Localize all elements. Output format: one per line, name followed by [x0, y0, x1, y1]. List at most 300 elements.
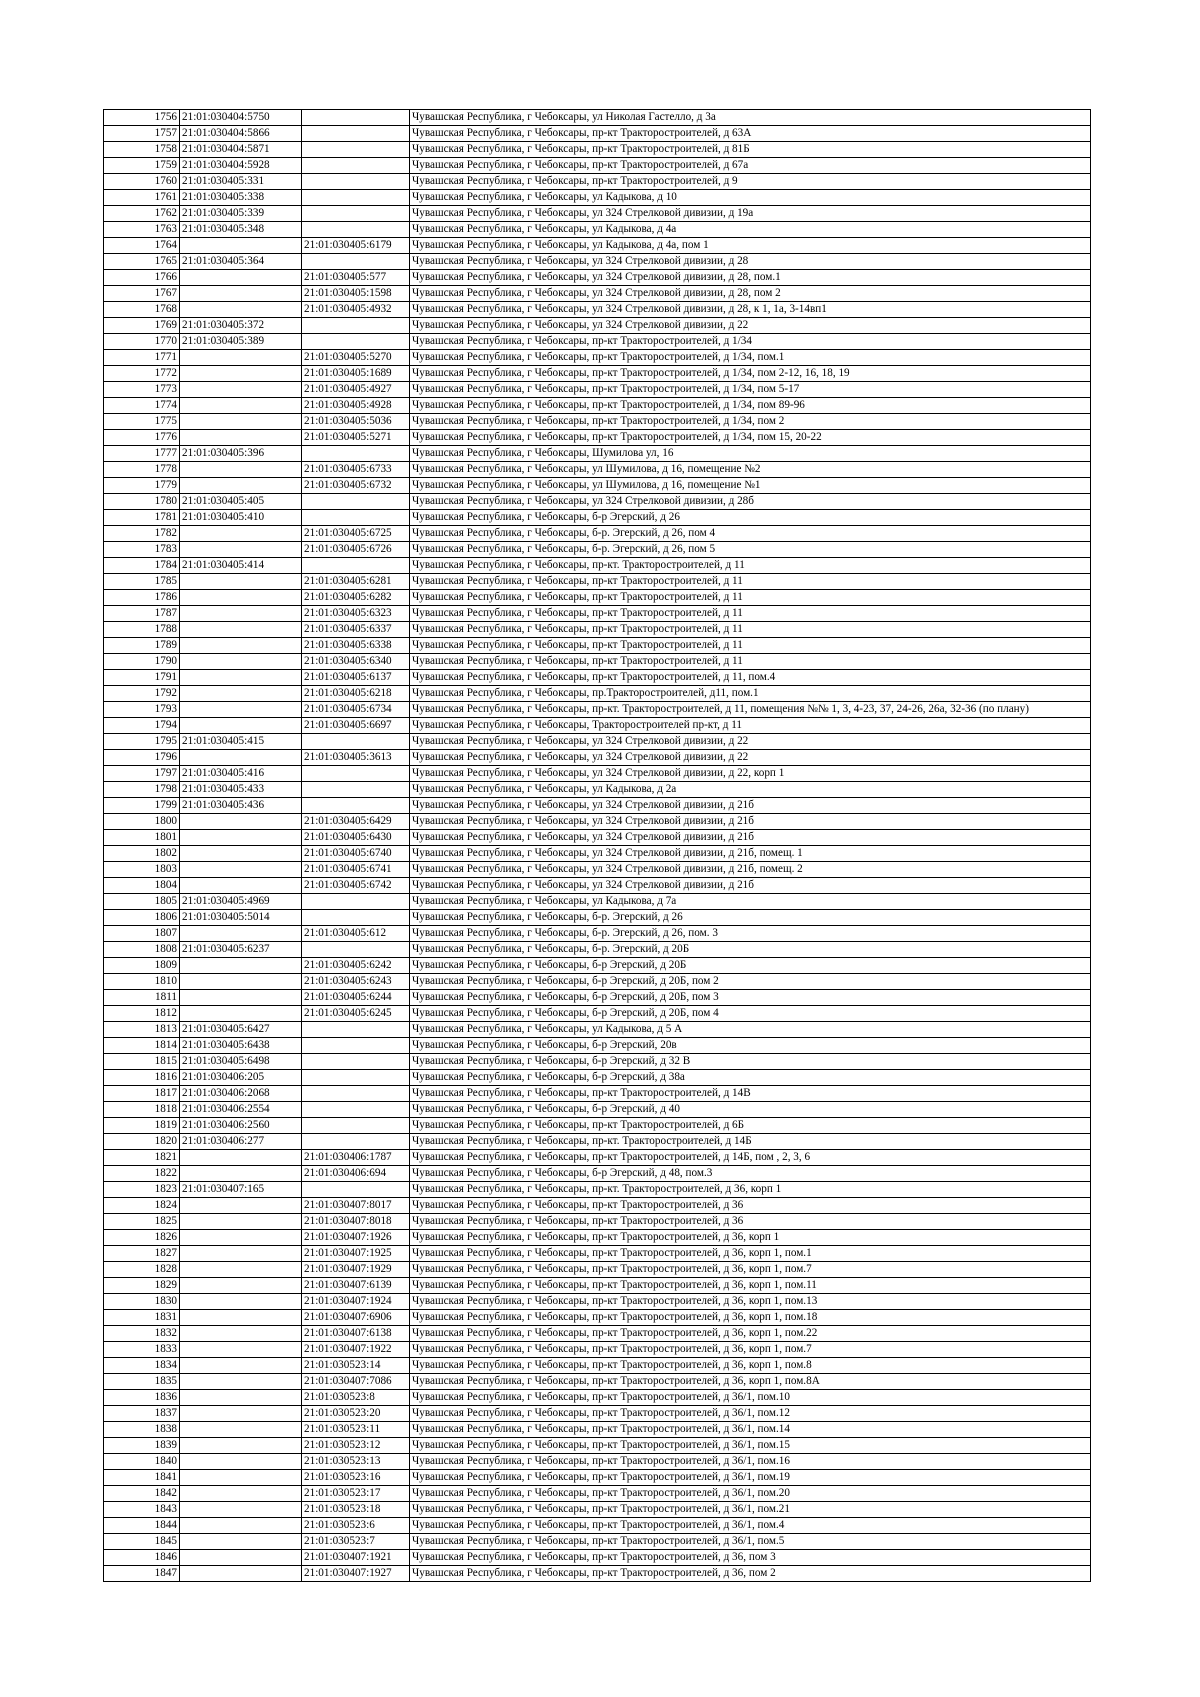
- address-cell: Чувашская Республика, г Чебоксары, ул 324 Стрелковой дивизии, д 22: [410, 734, 1091, 750]
- table-row: [104, 734, 1091, 750]
- building-cadastral-number-cell: 21:01:030405:364: [180, 254, 302, 270]
- table-row: [104, 382, 1091, 398]
- premises-cadastral-number-cell: 21:01:030523:17: [302, 1486, 410, 1502]
- premises-cadastral-number-cell: 21:01:030405:6245: [302, 1006, 410, 1022]
- building-cadastral-number-cell: [180, 686, 302, 702]
- building-cadastral-number-cell: 21:01:030405:6427: [180, 1022, 302, 1038]
- building-cadastral-number-cell: [180, 350, 302, 366]
- address-cell: Чувашская Республика, г Чебоксары, пр-кт Тракторостроителей, д 11, пом.4: [410, 670, 1091, 686]
- building-cadastral-number-cell: [180, 1550, 302, 1566]
- table-row: [104, 190, 1091, 206]
- building-cadastral-number-cell: [180, 382, 302, 398]
- address-cell: Чувашская Республика, г Чебоксары, ул Шумилова, д 16, помещение №2: [410, 462, 1091, 478]
- table-row: [104, 862, 1091, 878]
- row-number-cell: 1801: [104, 830, 180, 846]
- building-cadastral-number-cell: 21:01:030405:436: [180, 798, 302, 814]
- premises-cadastral-number-cell: 21:01:030405:4927: [302, 382, 410, 398]
- row-number-cell: 1796: [104, 750, 180, 766]
- table-row: [104, 1390, 1091, 1406]
- building-cadastral-number-cell: [180, 830, 302, 846]
- table-row: [104, 1102, 1091, 1118]
- address-cell: Чувашская Республика, г Чебоксары, пр-кт Тракторостроителей, д 36, корп 1, пом.18: [410, 1310, 1091, 1326]
- address-cell: Чувашская Республика, г Чебоксары, пр-кт Тракторостроителей, д 36, корп 1, пом.11: [410, 1278, 1091, 1294]
- address-cell: Чувашская Республика, г Чебоксары, ул 324 Стрелковой дивизии, д 21б: [410, 830, 1091, 846]
- table-row: [104, 1358, 1091, 1374]
- address-cell: Чувашская Республика, г Чебоксары, пр-кт Тракторостроителей, д 67а: [410, 158, 1091, 174]
- address-cell: Чувашская Республика, г Чебоксары, пр-кт Тракторостроителей, д 36, пом 3: [410, 1550, 1091, 1566]
- premises-cadastral-number-cell: 21:01:030405:5036: [302, 414, 410, 430]
- premises-cadastral-number-cell: 21:01:030405:6337: [302, 622, 410, 638]
- row-number-cell: 1845: [104, 1534, 180, 1550]
- address-cell: Чувашская Республика, г Чебоксары, пр.Тракторостроителей, д11, пом.1: [410, 686, 1091, 702]
- building-cadastral-number-cell: [180, 654, 302, 670]
- building-cadastral-number-cell: 21:01:030405:433: [180, 782, 302, 798]
- premises-cadastral-number-cell: 21:01:030406:694: [302, 1166, 410, 1182]
- address-cell: Чувашская Республика, г Чебоксары, б-р Эгерский, д 48, пом.3: [410, 1166, 1091, 1182]
- premises-cadastral-number-cell: 21:01:030405:6430: [302, 830, 410, 846]
- address-cell: Чувашская Республика, г Чебоксары, ул Кадыкова, д 4а: [410, 222, 1091, 238]
- premises-cadastral-number-cell: [302, 766, 410, 782]
- row-number-cell: 1766: [104, 270, 180, 286]
- row-number-cell: 1806: [104, 910, 180, 926]
- row-number-cell: 1767: [104, 286, 180, 302]
- table-row: [104, 1294, 1091, 1310]
- premises-cadastral-number-cell: 21:01:030405:6741: [302, 862, 410, 878]
- address-cell: Чувашская Республика, г Чебоксары, ул Кадыкова, д 7а: [410, 894, 1091, 910]
- row-number-cell: 1844: [104, 1518, 180, 1534]
- premises-cadastral-number-cell: 21:01:030405:1689: [302, 366, 410, 382]
- address-cell: Чувашская Республика, г Чебоксары, б-р. Эгерский, д 26, пом 4: [410, 526, 1091, 542]
- table-row: [104, 286, 1091, 302]
- table-row: [104, 222, 1091, 238]
- table-row: [104, 1006, 1091, 1022]
- premises-cadastral-number-cell: 21:01:030523:12: [302, 1438, 410, 1454]
- address-cell: Чувашская Республика, г Чебоксары, б-р Эгерский, д 20Б, пом 3: [410, 990, 1091, 1006]
- row-number-cell: 1779: [104, 478, 180, 494]
- table-row: [104, 766, 1091, 782]
- building-cadastral-number-cell: [180, 1006, 302, 1022]
- table-row: [104, 702, 1091, 718]
- table-row: [104, 142, 1091, 158]
- premises-cadastral-number-cell: 21:01:030405:4932: [302, 302, 410, 318]
- row-number-cell: 1819: [104, 1118, 180, 1134]
- premises-cadastral-number-cell: 21:01:030523:11: [302, 1422, 410, 1438]
- row-number-cell: 1787: [104, 606, 180, 622]
- table-row: [104, 654, 1091, 670]
- premises-cadastral-number-cell: [302, 510, 410, 526]
- premises-cadastral-number-cell: 21:01:030407:1925: [302, 1246, 410, 1262]
- address-cell: Чувашская Республика, г Чебоксары, ул 324 Стрелковой дивизии, д 28, к 1, 1а, 3-14вп1: [410, 302, 1091, 318]
- table-row: [104, 542, 1091, 558]
- table-row: [104, 574, 1091, 590]
- table-row: [104, 478, 1091, 494]
- row-number-cell: 1795: [104, 734, 180, 750]
- address-cell: Чувашская Республика, г Чебоксары, пр-кт Тракторостроителей, д 1/34: [410, 334, 1091, 350]
- premises-cadastral-number-cell: 21:01:030405:4928: [302, 398, 410, 414]
- table-row: [104, 1022, 1091, 1038]
- table-row: [104, 1534, 1091, 1550]
- premises-cadastral-number-cell: 21:01:030523:8: [302, 1390, 410, 1406]
- table-row: [104, 1422, 1091, 1438]
- address-cell: Чувашская Республика, г Чебоксары, ул Кадыкова, д 2а: [410, 782, 1091, 798]
- address-cell: Чувашская Республика, г Чебоксары, пр-кт Тракторостроителей, д 36, корп 1, пом.13: [410, 1294, 1091, 1310]
- building-cadastral-number-cell: [180, 1262, 302, 1278]
- row-number-cell: 1842: [104, 1486, 180, 1502]
- table-row: [104, 1214, 1091, 1230]
- building-cadastral-number-cell: 21:01:030405:415: [180, 734, 302, 750]
- row-number-cell: 1811: [104, 990, 180, 1006]
- premises-cadastral-number-cell: 21:01:030405:5270: [302, 350, 410, 366]
- premises-cadastral-number-cell: 21:01:030407:7086: [302, 1374, 410, 1390]
- building-cadastral-number-cell: [180, 1198, 302, 1214]
- address-cell: Чувашская Республика, г Чебоксары, ул 324 Стрелковой дивизии, д 28: [410, 254, 1091, 270]
- table-row: [104, 622, 1091, 638]
- building-cadastral-number-cell: [180, 462, 302, 478]
- table-row: [104, 158, 1091, 174]
- building-cadastral-number-cell: [180, 702, 302, 718]
- row-number-cell: 1832: [104, 1326, 180, 1342]
- premises-cadastral-number-cell: 21:01:030405:6281: [302, 574, 410, 590]
- building-cadastral-number-cell: 21:01:030406:2560: [180, 1118, 302, 1134]
- building-cadastral-number-cell: 21:01:030406:2554: [180, 1102, 302, 1118]
- premises-cadastral-number-cell: [302, 110, 410, 126]
- address-cell: Чувашская Республика, г Чебоксары, пр-кт Тракторостроителей, д 6Б: [410, 1118, 1091, 1134]
- address-cell: Чувашская Республика, г Чебоксары, ул 324 Стрелковой дивизии, д 22, корп 1: [410, 766, 1091, 782]
- premises-cadastral-number-cell: [302, 318, 410, 334]
- row-number-cell: 1847: [104, 1566, 180, 1582]
- premises-cadastral-number-cell: 21:01:030405:612: [302, 926, 410, 942]
- premises-cadastral-number-cell: [302, 1070, 410, 1086]
- address-cell: Чувашская Республика, г Чебоксары, пр-кт Тракторостроителей, д 11: [410, 606, 1091, 622]
- address-cell: Чувашская Республика, г Чебоксары, ул Кадыкова, д 4а, пом 1: [410, 238, 1091, 254]
- address-cell: Чувашская Республика, г Чебоксары, пр-кт Тракторостроителей, д 36: [410, 1214, 1091, 1230]
- row-number-cell: 1827: [104, 1246, 180, 1262]
- premises-cadastral-number-cell: 21:01:030405:6732: [302, 478, 410, 494]
- row-number-cell: 1838: [104, 1422, 180, 1438]
- row-number-cell: 1828: [104, 1262, 180, 1278]
- table-row: [104, 990, 1091, 1006]
- table-row: [104, 1454, 1091, 1470]
- table-row: [104, 686, 1091, 702]
- building-cadastral-number-cell: 21:01:030405:389: [180, 334, 302, 350]
- row-number-cell: 1823: [104, 1182, 180, 1198]
- row-number-cell: 1792: [104, 686, 180, 702]
- building-cadastral-number-cell: 21:01:030406:205: [180, 1070, 302, 1086]
- address-cell: Чувашская Республика, г Чебоксары, пр-кт Тракторостроителей, д 1/34, пом.1: [410, 350, 1091, 366]
- row-number-cell: 1784: [104, 558, 180, 574]
- building-cadastral-number-cell: 21:01:030404:5928: [180, 158, 302, 174]
- building-cadastral-number-cell: [180, 974, 302, 990]
- premises-cadastral-number-cell: [302, 894, 410, 910]
- address-cell: Чувашская Республика, г Чебоксары, пр-кт Тракторостроителей, д 1/34, пом 5-17: [410, 382, 1091, 398]
- table-row: [104, 446, 1091, 462]
- building-cadastral-number-cell: [180, 366, 302, 382]
- table-row: [104, 1310, 1091, 1326]
- address-cell: Чувашская Республика, г Чебоксары, б-р Эгерский, 20в: [410, 1038, 1091, 1054]
- table-row: [104, 110, 1091, 126]
- row-number-cell: 1776: [104, 430, 180, 446]
- building-cadastral-number-cell: [180, 1422, 302, 1438]
- row-number-cell: 1821: [104, 1150, 180, 1166]
- table-row: [104, 1326, 1091, 1342]
- premises-cadastral-number-cell: 21:01:030405:1598: [302, 286, 410, 302]
- row-number-cell: 1799: [104, 798, 180, 814]
- row-number-cell: 1826: [104, 1230, 180, 1246]
- premises-cadastral-number-cell: 21:01:030405:6733: [302, 462, 410, 478]
- table-row: [104, 238, 1091, 254]
- table-row: [104, 1150, 1091, 1166]
- building-cadastral-number-cell: [180, 670, 302, 686]
- premises-cadastral-number-cell: [302, 446, 410, 462]
- premises-cadastral-number-cell: [302, 1102, 410, 1118]
- row-number-cell: 1777: [104, 446, 180, 462]
- table-row: [104, 1486, 1091, 1502]
- row-number-cell: 1835: [104, 1374, 180, 1390]
- building-cadastral-number-cell: 21:01:030405:348: [180, 222, 302, 238]
- row-number-cell: 1797: [104, 766, 180, 782]
- building-cadastral-number-cell: [180, 398, 302, 414]
- table-row: [104, 718, 1091, 734]
- premises-cadastral-number-cell: 21:01:030407:1924: [302, 1294, 410, 1310]
- building-cadastral-number-cell: [180, 990, 302, 1006]
- address-cell: Чувашская Республика, г Чебоксары, пр-кт Тракторостроителей, д 36, корп 1, пом.22: [410, 1326, 1091, 1342]
- address-cell: Чувашская Республика, г Чебоксары, б-р. Эгерский, д 26: [410, 910, 1091, 926]
- row-number-cell: 1805: [104, 894, 180, 910]
- premises-cadastral-number-cell: [302, 222, 410, 238]
- premises-cadastral-number-cell: 21:01:030405:3613: [302, 750, 410, 766]
- table-row: [104, 814, 1091, 830]
- premises-cadastral-number-cell: 21:01:030405:6179: [302, 238, 410, 254]
- premises-cadastral-number-cell: 21:01:030405:6218: [302, 686, 410, 702]
- address-cell: Чувашская Республика, г Чебоксары, пр-кт Тракторостроителей, д 36, пом 2: [410, 1566, 1091, 1582]
- address-cell: Чувашская Республика, г Чебоксары, ул Кадыкова, д 5 А: [410, 1022, 1091, 1038]
- row-number-cell: 1756: [104, 110, 180, 126]
- building-cadastral-number-cell: [180, 1310, 302, 1326]
- table-row: [104, 750, 1091, 766]
- building-cadastral-number-cell: [180, 862, 302, 878]
- building-cadastral-number-cell: [180, 606, 302, 622]
- row-number-cell: 1758: [104, 142, 180, 158]
- building-cadastral-number-cell: [180, 1230, 302, 1246]
- building-cadastral-number-cell: [180, 574, 302, 590]
- row-number-cell: 1802: [104, 846, 180, 862]
- address-cell: Чувашская Республика, г Чебоксары, пр-кт Тракторостроителей, д 36/1, пом.16: [410, 1454, 1091, 1470]
- address-cell: Чувашская Республика, г Чебоксары, пр-кт. Тракторостроителей, д 36, корп 1: [410, 1182, 1091, 1198]
- premises-cadastral-number-cell: [302, 1182, 410, 1198]
- table-row: [104, 334, 1091, 350]
- row-number-cell: 1798: [104, 782, 180, 798]
- row-number-cell: 1774: [104, 398, 180, 414]
- address-cell: Чувашская Республика, г Чебоксары, Тракторостроителей пр-кт, д 11: [410, 718, 1091, 734]
- table-row: [104, 1070, 1091, 1086]
- table-row: [104, 926, 1091, 942]
- premises-cadastral-number-cell: 21:01:030523:14: [302, 1358, 410, 1374]
- premises-cadastral-number-cell: 21:01:030407:1926: [302, 1230, 410, 1246]
- building-cadastral-number-cell: 21:01:030405:6237: [180, 942, 302, 958]
- premises-cadastral-number-cell: [302, 494, 410, 510]
- building-cadastral-number-cell: 21:01:030405:414: [180, 558, 302, 574]
- building-cadastral-number-cell: [180, 1390, 302, 1406]
- address-cell: Чувашская Республика, г Чебоксары, пр-кт Тракторостроителей, д 9: [410, 174, 1091, 190]
- table-row: [104, 846, 1091, 862]
- building-cadastral-number-cell: 21:01:030405:405: [180, 494, 302, 510]
- building-cadastral-number-cell: 21:01:030405:6438: [180, 1038, 302, 1054]
- row-number-cell: 1831: [104, 1310, 180, 1326]
- table-row: [104, 558, 1091, 574]
- address-cell: Чувашская Республика, г Чебоксары, пр-кт Тракторостроителей, д 36/1, пом.12: [410, 1406, 1091, 1422]
- building-cadastral-number-cell: [180, 1358, 302, 1374]
- building-cadastral-number-cell: [180, 718, 302, 734]
- building-cadastral-number-cell: [180, 542, 302, 558]
- table-row: [104, 894, 1091, 910]
- building-cadastral-number-cell: 21:01:030405:396: [180, 446, 302, 462]
- table-row: [104, 590, 1091, 606]
- table-row: [104, 974, 1091, 990]
- premises-cadastral-number-cell: [302, 334, 410, 350]
- row-number-cell: 1771: [104, 350, 180, 366]
- row-number-cell: 1761: [104, 190, 180, 206]
- address-cell: Чувашская Республика, г Чебоксары, б-р Эгерский, д 20Б, пом 2: [410, 974, 1091, 990]
- address-cell: Чувашская Республика, г Чебоксары, пр-кт Тракторостроителей, д 36: [410, 1198, 1091, 1214]
- table-row: [104, 398, 1091, 414]
- address-cell: Чувашская Республика, г Чебоксары, ул 324 Стрелковой дивизии, д 28, пом.1: [410, 270, 1091, 286]
- premises-cadastral-number-cell: [302, 782, 410, 798]
- row-number-cell: 1775: [104, 414, 180, 430]
- building-cadastral-number-cell: [180, 878, 302, 894]
- building-cadastral-number-cell: [180, 1278, 302, 1294]
- table-row: [104, 1198, 1091, 1214]
- row-number-cell: 1807: [104, 926, 180, 942]
- row-number-cell: 1817: [104, 1086, 180, 1102]
- row-number-cell: 1837: [104, 1406, 180, 1422]
- address-cell: Чувашская Республика, г Чебоксары, пр-кт Тракторостроителей, д 36/1, пом.4: [410, 1518, 1091, 1534]
- address-cell: Чувашская Республика, г Чебоксары, пр-кт Тракторостроителей, д 36, корп 1: [410, 1230, 1091, 1246]
- row-number-cell: 1772: [104, 366, 180, 382]
- table-row: [104, 1038, 1091, 1054]
- table-row: [104, 670, 1091, 686]
- premises-cadastral-number-cell: 21:01:030405:6338: [302, 638, 410, 654]
- premises-cadastral-number-cell: 21:01:030407:1927: [302, 1566, 410, 1582]
- premises-cadastral-number-cell: 21:01:030407:1929: [302, 1262, 410, 1278]
- building-cadastral-number-cell: 21:01:030405:410: [180, 510, 302, 526]
- row-number-cell: 1808: [104, 942, 180, 958]
- address-cell: Чувашская Республика, г Чебоксары, пр-кт Тракторостроителей, д 11: [410, 638, 1091, 654]
- table-row: [104, 430, 1091, 446]
- building-cadastral-number-cell: [180, 478, 302, 494]
- address-cell: Чувашская Республика, г Чебоксары, пр-кт. Тракторостроителей, д 11, помещения №№ 1, 3, 4-23, 37, 24-26, 26а, 32-36 (по плану): [410, 702, 1091, 718]
- row-number-cell: 1846: [104, 1550, 180, 1566]
- row-number-cell: 1786: [104, 590, 180, 606]
- row-number-cell: 1762: [104, 206, 180, 222]
- premises-cadastral-number-cell: 21:01:030407:8018: [302, 1214, 410, 1230]
- building-cadastral-number-cell: [180, 622, 302, 638]
- row-number-cell: 1788: [104, 622, 180, 638]
- address-cell: Чувашская Республика, г Чебоксары, б-р Эгерский, д 38а: [410, 1070, 1091, 1086]
- building-cadastral-number-cell: [180, 1566, 302, 1582]
- address-cell: Чувашская Республика, г Чебоксары, пр-кт Тракторостроителей, д 36, корп 1, пом.8: [410, 1358, 1091, 1374]
- building-cadastral-number-cell: [180, 270, 302, 286]
- premises-cadastral-number-cell: 21:01:030405:6734: [302, 702, 410, 718]
- table-row: [104, 414, 1091, 430]
- table-row: [104, 830, 1091, 846]
- premises-cadastral-number-cell: [302, 1118, 410, 1134]
- table-row: [104, 798, 1091, 814]
- premises-cadastral-number-cell: 21:01:030523:20: [302, 1406, 410, 1422]
- premises-cadastral-number-cell: 21:01:030405:6323: [302, 606, 410, 622]
- table-row: [104, 782, 1091, 798]
- table-row: [104, 526, 1091, 542]
- premises-cadastral-number-cell: 21:01:030405:6282: [302, 590, 410, 606]
- address-cell: Чувашская Республика, г Чебоксары, б-р. Эгерский, д 26, пом 5: [410, 542, 1091, 558]
- building-cadastral-number-cell: 21:01:030404:5750: [180, 110, 302, 126]
- premises-cadastral-number-cell: 21:01:030523:16: [302, 1470, 410, 1486]
- row-number-cell: 1841: [104, 1470, 180, 1486]
- row-number-cell: 1764: [104, 238, 180, 254]
- premises-cadastral-number-cell: 21:01:030407:6139: [302, 1278, 410, 1294]
- row-number-cell: 1814: [104, 1038, 180, 1054]
- building-cadastral-number-cell: 21:01:030405:339: [180, 206, 302, 222]
- premises-cadastral-number-cell: 21:01:030406:1787: [302, 1150, 410, 1166]
- row-number-cell: 1810: [104, 974, 180, 990]
- row-number-cell: 1815: [104, 1054, 180, 1070]
- premises-cadastral-number-cell: 21:01:030523:7: [302, 1534, 410, 1550]
- row-number-cell: 1770: [104, 334, 180, 350]
- registry-table-body: [104, 110, 1091, 1582]
- building-cadastral-number-cell: [180, 1502, 302, 1518]
- premises-cadastral-number-cell: 21:01:030407:1922: [302, 1342, 410, 1358]
- address-cell: Чувашская Республика, г Чебоксары, пр-кт Тракторостроителей, д 36, корп 1, пом.1: [410, 1246, 1091, 1262]
- premises-cadastral-number-cell: 21:01:030405:577: [302, 270, 410, 286]
- row-number-cell: 1760: [104, 174, 180, 190]
- building-cadastral-number-cell: [180, 1342, 302, 1358]
- address-cell: Чувашская Республика, г Чебоксары, ул 324 Стрелковой дивизии, д 21б, помещ. 1: [410, 846, 1091, 862]
- table-row: [104, 174, 1091, 190]
- address-cell: Чувашская Республика, г Чебоксары, пр-кт Тракторостроителей, д 1/34, пом 15, 20-22: [410, 430, 1091, 446]
- table-row: [104, 1566, 1091, 1582]
- table-row: [104, 254, 1091, 270]
- table-row: [104, 366, 1091, 382]
- address-cell: Чувашская Республика, г Чебоксары, пр-кт Тракторостроителей, д 36/1, пом.21: [410, 1502, 1091, 1518]
- row-number-cell: 1780: [104, 494, 180, 510]
- address-cell: Чувашская Республика, г Чебоксары, ул 324 Стрелковой дивизии, д 21б: [410, 798, 1091, 814]
- premises-cadastral-number-cell: 21:01:030405:6243: [302, 974, 410, 990]
- row-number-cell: 1800: [104, 814, 180, 830]
- table-row: [104, 878, 1091, 894]
- table-row: [104, 302, 1091, 318]
- row-number-cell: 1765: [104, 254, 180, 270]
- address-cell: Чувашская Республика, г Чебоксары, пр-кт Тракторостроителей, д 36/1, пом.20: [410, 1486, 1091, 1502]
- building-cadastral-number-cell: [180, 1454, 302, 1470]
- table-row: [104, 1054, 1091, 1070]
- building-cadastral-number-cell: [180, 1470, 302, 1486]
- table-row: [104, 1182, 1091, 1198]
- address-cell: Чувашская Республика, г Чебоксары, ул Николая Гастелло, д 3а: [410, 110, 1091, 126]
- row-number-cell: 1782: [104, 526, 180, 542]
- table-row: [104, 318, 1091, 334]
- building-cadastral-number-cell: [180, 1326, 302, 1342]
- address-cell: Чувашская Республика, г Чебоксары, пр-кт. Тракторостроителей, д 14Б: [410, 1134, 1091, 1150]
- address-cell: Чувашская Республика, г Чебоксары, пр-кт Тракторостроителей, д 36, корп 1, пом.8А: [410, 1374, 1091, 1390]
- building-cadastral-number-cell: 21:01:030405:331: [180, 174, 302, 190]
- table-row: [104, 1262, 1091, 1278]
- address-cell: Чувашская Республика, г Чебоксары, пр-кт Тракторостроителей, д 11: [410, 574, 1091, 590]
- row-number-cell: 1768: [104, 302, 180, 318]
- premises-cadastral-number-cell: [302, 174, 410, 190]
- address-cell: Чувашская Республика, г Чебоксары, Шумилова ул, 16: [410, 446, 1091, 462]
- building-cadastral-number-cell: [180, 1166, 302, 1182]
- premises-cadastral-number-cell: [302, 1134, 410, 1150]
- building-cadastral-number-cell: [180, 238, 302, 254]
